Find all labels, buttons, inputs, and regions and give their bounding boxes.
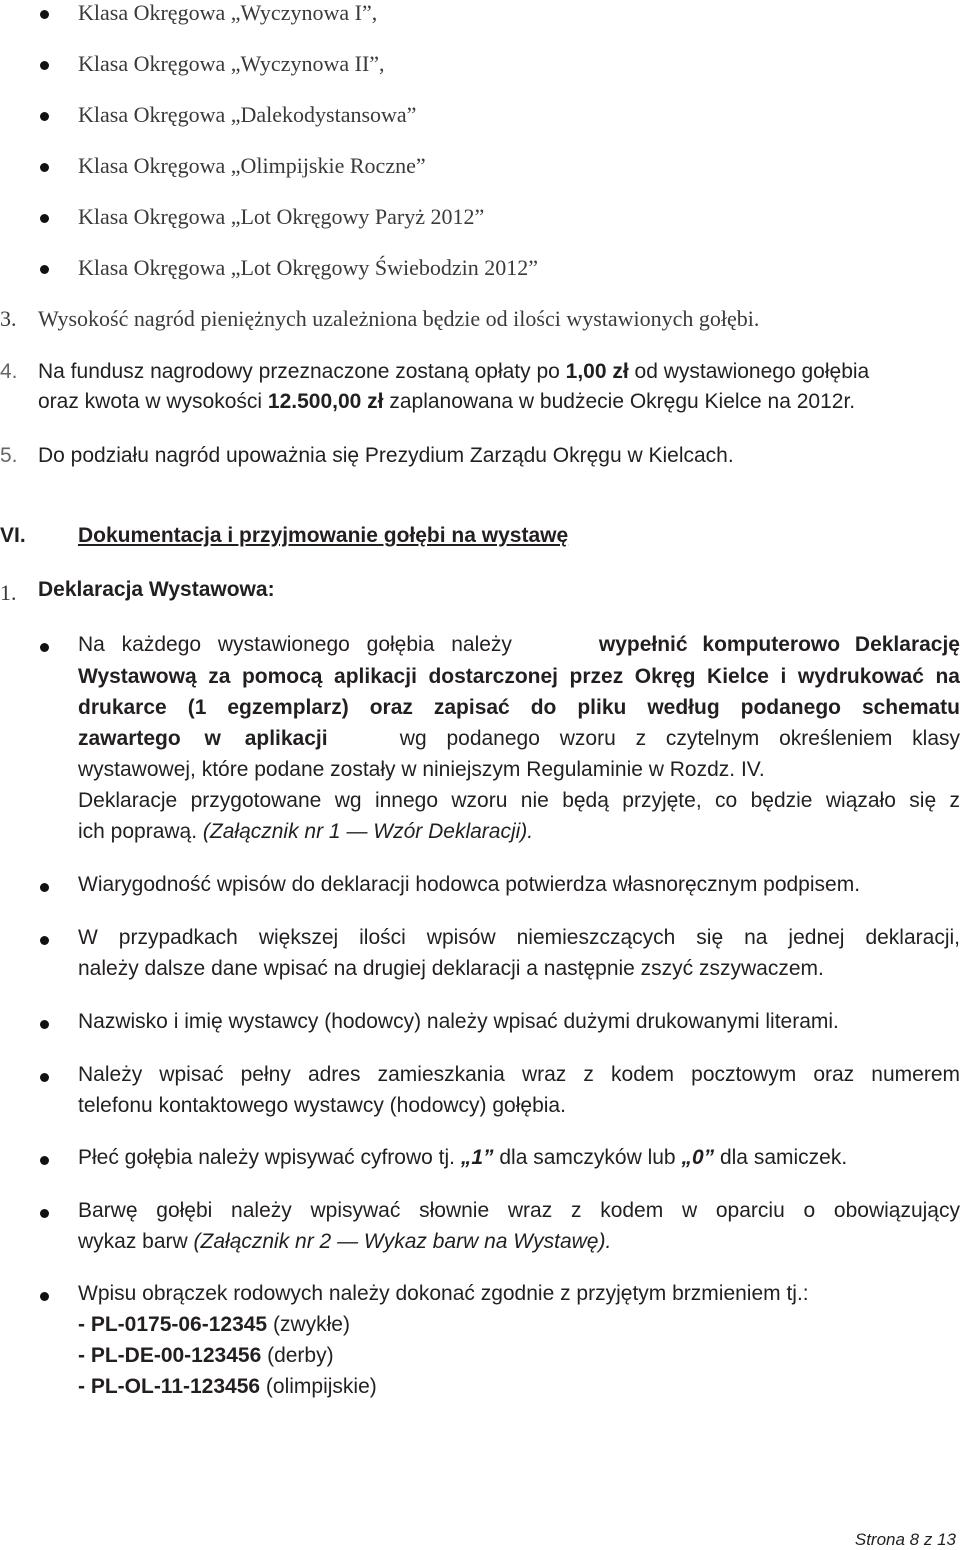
attachment-ref: (Załącznik nr 1 — Wzór Deklaracji). bbox=[202, 820, 534, 843]
ring-example bbox=[78, 1375, 960, 1399]
bullet-icon bbox=[40, 112, 49, 121]
bullet-icon bbox=[40, 936, 49, 945]
bullet-icon bbox=[40, 265, 49, 274]
section-number: VI. bbox=[0, 524, 26, 547]
bullet-icon bbox=[40, 61, 49, 70]
text: dla samiczek. bbox=[714, 1146, 848, 1169]
text: ich poprawą. bbox=[78, 820, 203, 843]
declaration-line-2: Wystawową za pomocą aplikacji dostarczonej przez Okręg Kielce i wydrukować na bbox=[78, 665, 960, 688]
point-4-number: 4. bbox=[0, 360, 18, 383]
point-3-number: 3. bbox=[0, 306, 17, 331]
attachment-ref: (Załącznik nr 2 — Wykaz barw na Wystawę). bbox=[193, 1230, 612, 1253]
bullet-icon bbox=[40, 1020, 49, 1029]
bullet-icon bbox=[40, 1073, 49, 1082]
ring-type: (derby) bbox=[261, 1344, 334, 1367]
class-item: Klasa Okręgowa „Wyczynowa II”, bbox=[78, 51, 385, 76]
subsection-number: 1. bbox=[0, 580, 17, 605]
bullet-icon bbox=[40, 1156, 49, 1165]
bullet-icon bbox=[40, 163, 49, 172]
text: zaplanowana w budżecie Okręgu Kielce na 2012r. bbox=[383, 390, 856, 413]
ring-type: (zwykłe) bbox=[267, 1313, 350, 1336]
bullet-text: Nazwisko i imię wystawcy (hodowcy) należy wpisać dużymi drukowanymi literami. bbox=[78, 1010, 839, 1033]
text: wykaz barw bbox=[78, 1230, 194, 1253]
section-title: Dokumentacja i przyjmowanie gołębi na wystawę bbox=[78, 524, 569, 547]
subsection-title: Deklaracja Wystawowa: bbox=[38, 578, 275, 601]
sex-code-line bbox=[78, 1146, 960, 1170]
ring-example bbox=[78, 1344, 960, 1368]
fee-amount: 1,00 zł bbox=[565, 360, 629, 383]
ring-type: (olimpijskie) bbox=[260, 1375, 377, 1398]
male-code: „1” bbox=[460, 1146, 494, 1169]
declaration-line-6: Deklaracje przygotowane wg innego wzoru nie będą przyjęte, co będzie wiązało się z bbox=[78, 789, 960, 812]
class-item: Klasa Okręgowa „Dalekodystansowa” bbox=[78, 102, 417, 127]
text: wypełnić komputerowo Deklarację bbox=[598, 633, 960, 656]
declaration-line-1 bbox=[78, 633, 960, 657]
ring-example bbox=[78, 1313, 960, 1337]
point-4-line-1 bbox=[38, 360, 869, 384]
color-list-line bbox=[78, 1230, 960, 1254]
point-5-text: Do podziału nagród upoważnia się Prezydium Zarządu Okręgu w Kielcach. bbox=[38, 444, 734, 467]
declaration-line-4 bbox=[78, 727, 960, 751]
text: dla samczyków lub bbox=[493, 1146, 682, 1169]
ring-code: - PL-0175-06-12345 bbox=[78, 1313, 268, 1336]
class-item: Klasa Okręgowa „Lot Okręgowy Paryż 2012” bbox=[78, 204, 485, 229]
text: od wystawionego gołębia bbox=[628, 360, 870, 383]
bullet-text: należy dalsze dane wpisać na drugiej deklaracji a następnie zszyć zszywaczem. bbox=[78, 957, 824, 980]
point-5-number: 5. bbox=[0, 444, 18, 467]
declaration-line-5: wystawowej, które podane zostały w niniejszym Regulaminie w Rozdz. IV. bbox=[78, 758, 765, 781]
class-item: Klasa Okręgowa „Wyczynowa I”, bbox=[78, 0, 378, 25]
point-4-line-2 bbox=[38, 390, 855, 414]
text: Na każdego wystawionego gołębia należy bbox=[78, 633, 529, 656]
declaration-line-7 bbox=[78, 820, 960, 844]
text: Płeć gołębia należy wpisywać cyfrowo tj. bbox=[78, 1146, 461, 1169]
budget-amount: 12.500,00 zł bbox=[267, 390, 384, 413]
text: oraz kwota w wysokości bbox=[38, 390, 268, 413]
bullet-text: Wiarygodność wpisów do deklaracji hodowca potwierdza własnoręcznym podpisem. bbox=[78, 873, 861, 896]
bullet-text: Należy wpisać pełny adres zamieszkania wraz z kodem pocztowym oraz numerem bbox=[78, 1063, 960, 1086]
text: zawartego w aplikacji bbox=[78, 727, 328, 750]
bullet-text: Wpisu obrączek rodowych należy dokonać zgodnie z przyjętym brzmieniem tj.: bbox=[78, 1282, 809, 1305]
bullet-icon bbox=[40, 10, 49, 19]
bullet-icon bbox=[40, 883, 49, 892]
ring-code: - PL-OL-11-123456 bbox=[78, 1375, 261, 1398]
declaration-line-3: drukarce (1 egzemplarz) oraz zapisać do pliku według podanego schematu bbox=[78, 696, 960, 719]
point-3-text: Wysokość nagród pieniężnych uzależniona będzie od ilości wystawionych gołębi. bbox=[38, 306, 760, 331]
bullet-icon bbox=[40, 1209, 49, 1218]
bullet-text: Barwę gołębi należy wpisywać słownie wraz z kodem w oparciu o obowiązujący bbox=[78, 1199, 960, 1222]
class-item: Klasa Okręgowa „Olimpijskie Roczne” bbox=[78, 153, 426, 178]
text: Na fundusz nagrodowy przeznaczone zostaną opłaty po bbox=[38, 360, 566, 383]
bullet-text: W przypadkach większej ilości wpisów niemieszczących się na jednej deklaracji, bbox=[78, 926, 960, 949]
female-code: „0” bbox=[681, 1146, 715, 1169]
text: wg podanego wzoru z czytelnym określeniem klasy bbox=[379, 727, 960, 750]
bullet-icon bbox=[40, 214, 49, 223]
bullet-icon bbox=[40, 1292, 49, 1301]
class-item: Klasa Okręgowa „Lot Okręgowy Świebodzin 2012” bbox=[78, 255, 539, 280]
bullet-icon bbox=[40, 643, 49, 652]
ring-code: - PL-DE-00-123456 bbox=[78, 1344, 262, 1367]
bullet-text: telefonu kontaktowego wystawcy (hodowcy) gołębia. bbox=[78, 1094, 566, 1117]
page-number: Strona 8 z 13 bbox=[854, 1530, 956, 1549]
